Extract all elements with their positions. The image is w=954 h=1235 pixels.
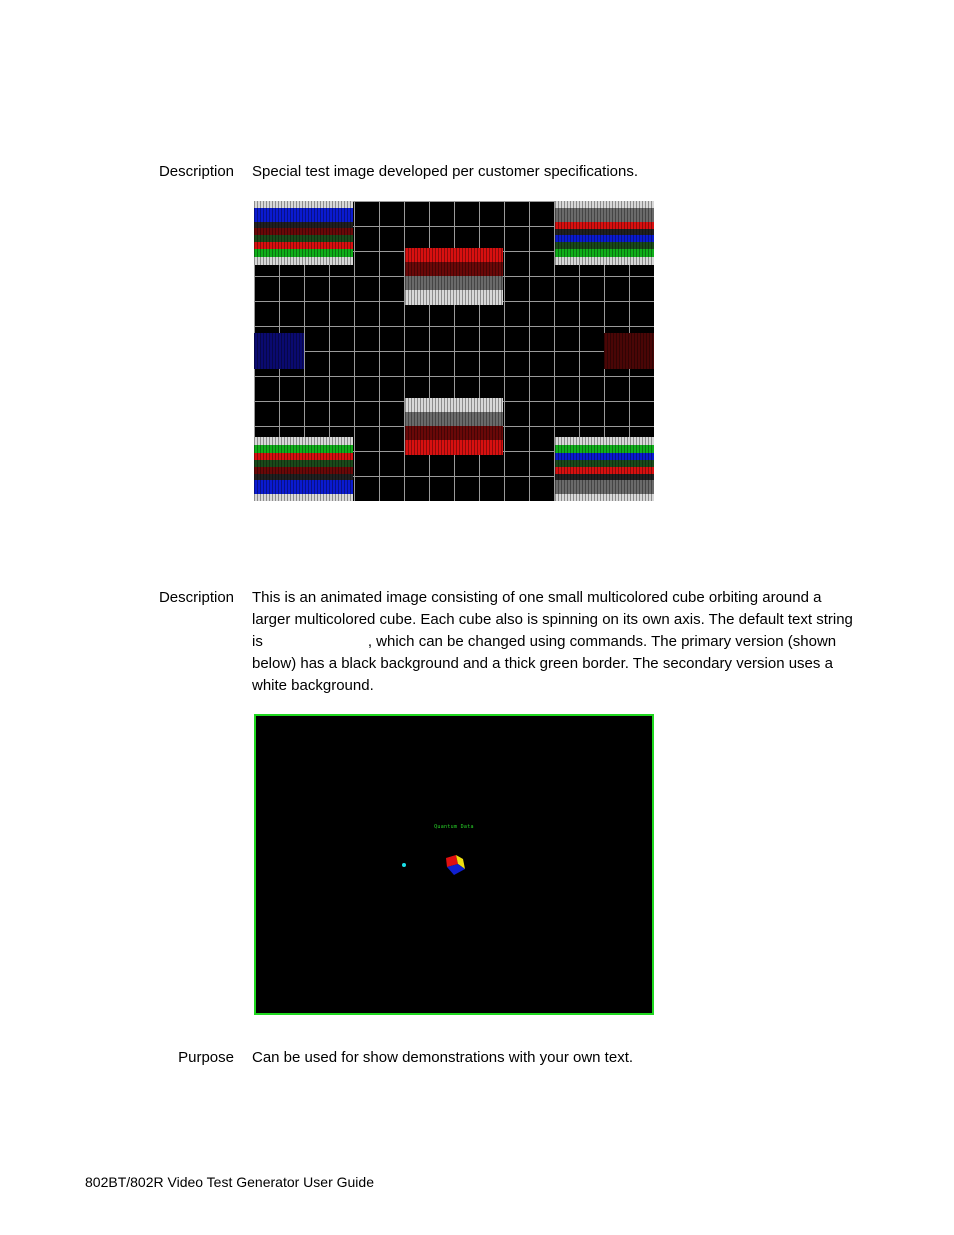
description-text-2 — [252, 587, 872, 697]
stripe-block-bottom-right — [555, 437, 654, 501]
test-pattern-image — [254, 201, 654, 501]
description-label-1: Description — [158, 163, 234, 180]
stripe-block-center-bottom — [405, 398, 503, 455]
description-line-1: This is an animated image consisting of one small multicolored cube orbiting around a — [252, 589, 822, 606]
description-line-2: larger multicolored cube. Each cube also is spinning on its own axis. The default text string — [252, 611, 853, 628]
description-line-3-suffix: , which can be changed using commands. The primary version (shown — [367, 633, 837, 650]
description-line-4: below) has a black background and a thick green border. The secondary version uses a — [252, 655, 833, 672]
red-square — [604, 333, 654, 369]
stripe-block-bottom-left — [254, 437, 353, 501]
screen-text: Quantum Data — [434, 824, 474, 830]
large-cube — [444, 854, 468, 878]
stripe-block-top-left — [254, 201, 353, 265]
animated-cube-image — [254, 714, 654, 1015]
description-text-1: Special test image developed per customer specifications. — [252, 163, 639, 180]
description-line-3 — [252, 631, 872, 653]
purpose-text: Can be used for show demonstrations with your own text. — [252, 1049, 634, 1066]
description-label-2: Description — [158, 589, 234, 606]
page-footer: 802BT/802R Video Test Generator User Guide — [85, 1174, 374, 1190]
description-line-5: white background. — [252, 677, 374, 694]
stripe-block-center-top — [405, 248, 503, 305]
small-cube — [402, 863, 406, 867]
description-line-3-prefix: is — [252, 633, 263, 650]
blue-square — [254, 333, 304, 369]
stripe-block-top-right — [555, 201, 654, 265]
purpose-label: Purpose — [178, 1049, 234, 1066]
